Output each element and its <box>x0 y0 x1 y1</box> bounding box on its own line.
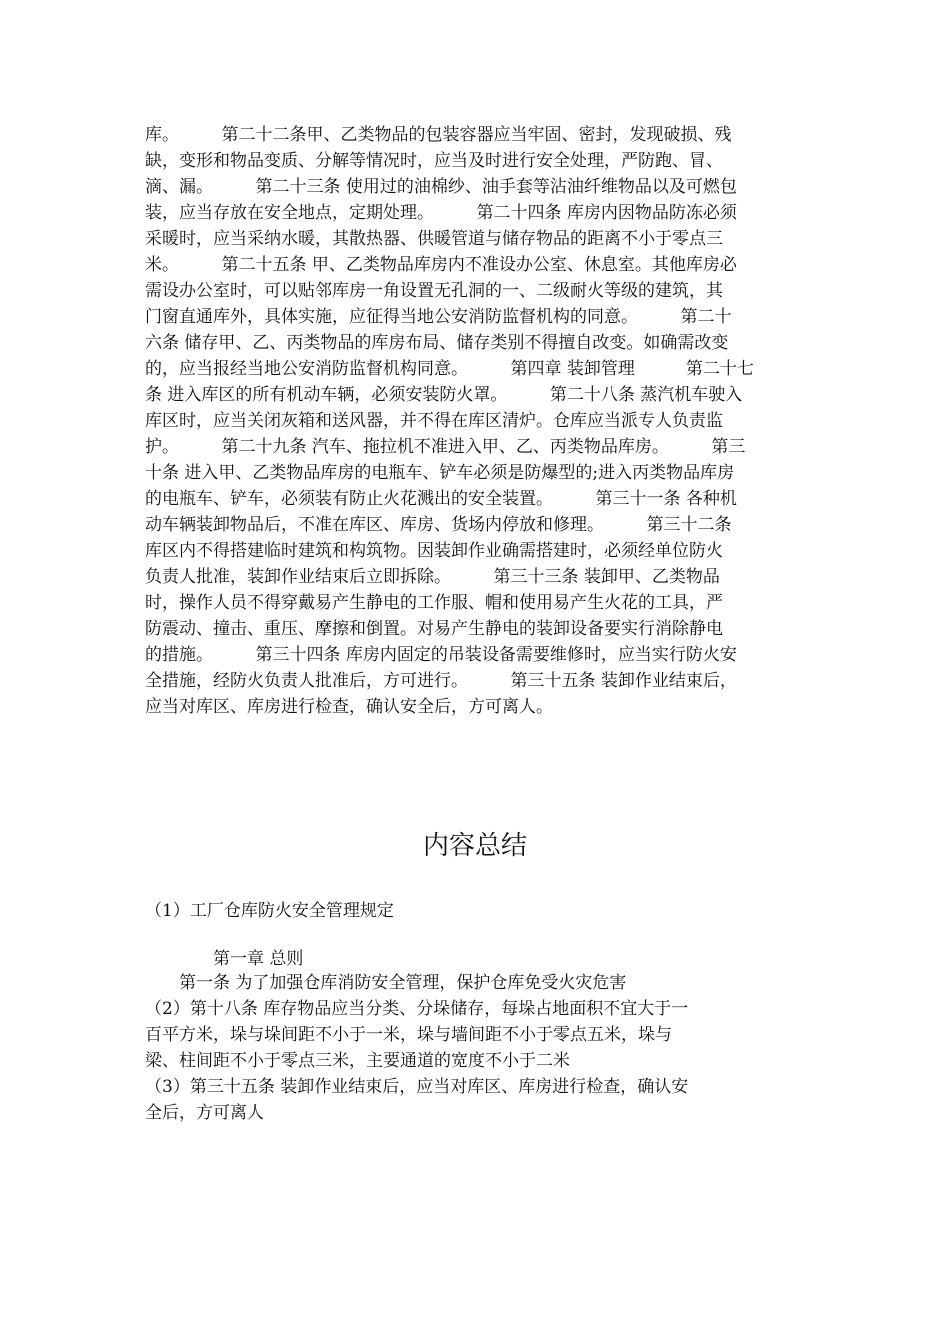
body-line: 库。 第二十二条甲、乙类物品的包装容器应当牢固、密封，发现破损、残 <box>145 125 732 145</box>
summary-line: 梁、柱间距不小于零点三米，主要通道的宽度不小于二米 <box>145 1051 570 1071</box>
body-line: 全措施，经防火负责人批准后，方可进行。 第三十五条 装卸作业结束后， <box>145 671 737 691</box>
body-line: 十条 进入甲、乙类物品库房的电瓶车、铲车必须是防爆型的;进入丙类物品库房 <box>145 463 735 483</box>
summary-line: （1）工厂仓库防火安全管理规定 <box>145 901 394 921</box>
body-line: 门窗直通库外，具体实施，应征得当地公安消防监督机构的同意。 第二十 <box>145 307 732 327</box>
body-line: 缺，变形和物品变质、分解等情况时，应当及时进行安全处理，严防跑、冒、 <box>145 151 723 171</box>
body-line: 滴、漏。 第二十三条 使用过的油棉纱、油手套等沾油纤维物品以及可燃包 <box>145 177 737 197</box>
body-line: 条 进入库区的所有机动车辆，必须安装防火罩。 第二十八条 蒸汽机车驶入 <box>145 385 743 405</box>
summary-line: （2）第十八条 库存物品应当分类、分垛储存，每垛占地面积不宜大于一 <box>145 999 689 1019</box>
body-line: 六条 储存甲、乙、丙类物品的库房布局、储存类别不得擅自改变。如确需改变 <box>145 333 729 353</box>
summary-line: 第一章 总则 <box>145 949 304 969</box>
body-line: 装，应当存放在安全地点，定期处理。 第二十四条 库房内因物品防冻必须 <box>145 203 737 223</box>
body-line: 库区时，应当关闭灰箱和送风器，并不得在库区清炉。仓库应当派专人负责监 <box>145 411 723 431</box>
summary-line: 全后，方可离人 <box>145 1103 264 1123</box>
body-line: 的电瓶车、铲车，必须装有防止火花溅出的安全装置。 第三十一条 各种机 <box>145 489 737 509</box>
body-line: 的措施。 第三十四条 库房内固定的吊装设备需要维修时，应当实行防火安 <box>145 645 737 665</box>
summary-line: （3）第三十五条 装卸作业结束后，应当对库区、库房进行检查，确认安 <box>145 1077 689 1097</box>
body-line: 库区内不得搭建临时建筑和构筑物。因装卸作业确需搭建时，必须经单位防火 <box>145 541 723 561</box>
body-line: 需设办公室时，可以贴邻库房一角设置无孔洞的一、二级耐火等级的建筑，其 <box>145 281 723 301</box>
body-line: 动车辆装卸物品后，不准在库区、库房、货场内停放和修理。 第三十二条 <box>145 515 732 535</box>
body-line: 米。 第二十五条 甲、乙类物品库房内不准设办公室、休息室。其他库房必 <box>145 255 737 275</box>
summary-heading: 内容总结 <box>422 831 527 861</box>
body-line: 应当对库区、库房进行检查，确认安全后，方可离人。 <box>145 697 553 717</box>
body-line: 护。 第二十九条 汽车、拖拉机不准进入甲、乙、丙类物品库房。 第三 <box>145 437 746 457</box>
summary-line: 百平方米，垛与垛间距不小于一米，垛与墙间距不小于零点五米，垛与 <box>145 1025 672 1045</box>
body-line: 的，应当报经当地公安消防监督机构同意。 第四章 装卸管理 第二十七 <box>145 359 754 379</box>
body-line: 时，操作人员不得穿戴易产生静电的工作服、帽和使用易产生火花的工具，严 <box>145 593 723 613</box>
body-line: 采暖时，应当采纳水暖，其散热器、供暖管道与储存物品的距离不小于零点三 <box>145 229 723 249</box>
summary-line: 第一条 为了加强仓库消防安全管理，保护仓库免受火灾危害 <box>145 973 627 993</box>
body-line: 防震动、撞击、重压、摩擦和倒置。对易产生静电的装卸设备要实行消除静电 <box>145 619 723 639</box>
body-line: 负责人批准，装卸作业结束后立即拆除。 第三十三条 装卸甲、乙类物品 <box>145 567 720 587</box>
